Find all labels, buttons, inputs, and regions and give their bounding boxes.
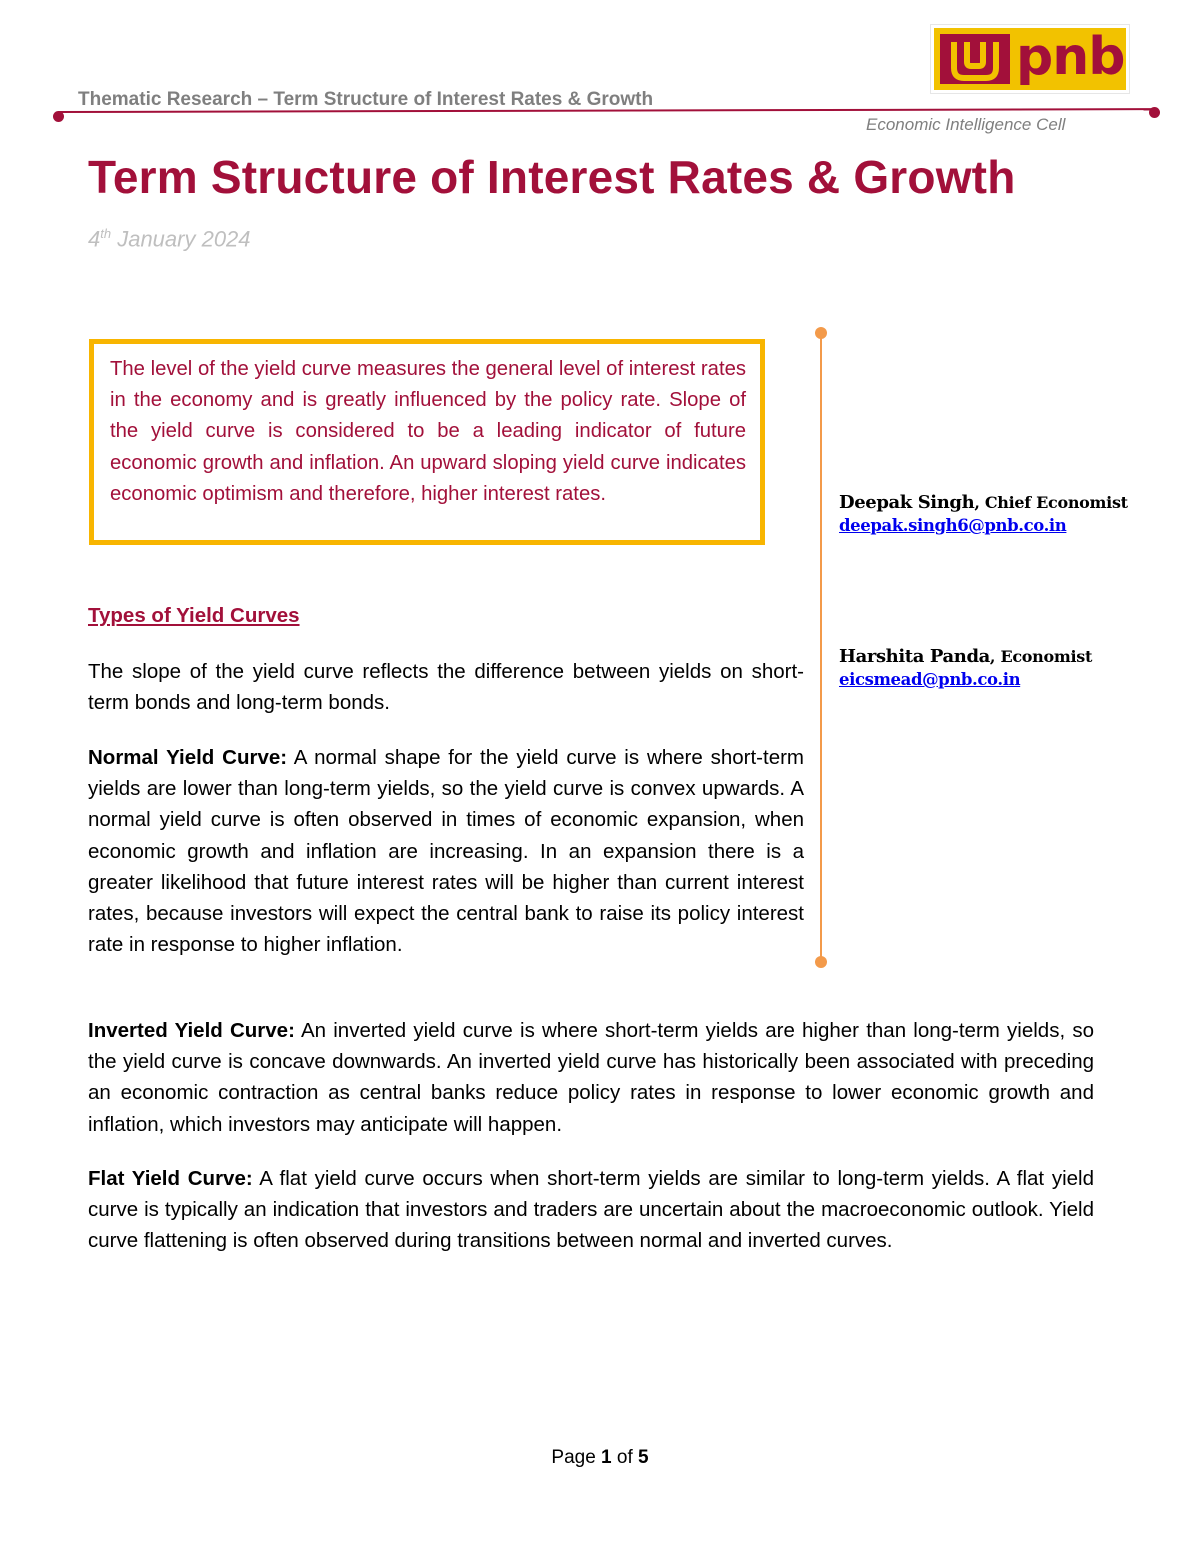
page-word: Page [551,1447,602,1468]
of-word: of [611,1447,639,1468]
author-card [839,646,1092,689]
running-header-title: Thematic Research – Term Structure of Interest Rates & Growth [78,89,654,110]
inverted-curve-label: Inverted Yield Curve: [88,1019,295,1042]
page-number [0,1447,1200,1469]
author-email-link[interactable]: deepak.singh6@pnb.co.in [839,516,1067,535]
pnb-logo [930,24,1130,94]
inverted-curve-paragraph [88,1015,1094,1140]
date-rest: January 2024 [111,226,251,252]
normal-curve-label: Normal Yield Curve: [88,746,288,769]
summary-text: The level of the yield curve measures the general level of interest rates in the economy and is greatly influenced by the policy rate. Slope of the yield curve is considered to be a leading indicator of future economic growth and inflation. An upward sloping yield curve indicates economic optimism and therefore, higher interest rates. [110,358,746,505]
pnb-emblem-icon [940,34,1010,84]
normal-curve-paragraph [88,742,804,960]
intro-paragraph: The slope of the yield curve reflects the difference between yields on short-term bonds and long-term bonds. [88,660,804,715]
header-rule-left-dot [53,111,64,122]
author-role: , Chief Economist [974,493,1128,512]
current-page: 1 [601,1447,612,1468]
publication-date [88,226,251,252]
logo-wordmark: pnb [1016,27,1125,87]
logo-background [934,28,1126,90]
section-heading: Types of Yield Curves [88,604,300,627]
author-name: Harshita Panda [839,646,990,667]
inverted-curve-text: An inverted yield curve is where short-term yields are higher than long-term yields, so the yield curve is concave downwards. An inverted yield curve has historically been associated with preceding an economic contraction as central banks reduce policy rates in response to lower economic growth and inflation, which investors may anticipate will happen. [88,1019,1094,1136]
sidebar-rule-bottom-dot [815,956,827,968]
sidebar-rule-top-dot [815,327,827,339]
flat-curve-text: A flat yield curve occurs when short-term yields are similar to long-term yields. A flat yield curve is typically an indication that investors and traders are uncertain about the macroeconomic outlook. Yield curve flattening is often observed during transitions between normal and inverted curves. [88,1167,1094,1253]
date-suffix: th [100,226,112,241]
total-pages: 5 [638,1447,649,1468]
author-card [839,492,1128,535]
author-name: Deepak Singh [839,492,975,513]
flat-curve-paragraph [88,1163,1094,1257]
header-rule-right-dot [1149,107,1160,118]
date-day: 4 [88,226,101,252]
normal-curve-text: A normal shape for the yield curve is where short-term yields are lower than long-term yields, so the yield curve is convex upwards. A normal yield curve is often observed in times of economic expansion, when economic growth and inflation are increasing. In an expansion there is a greater likelihood that future interest rates will be higher than current interest rates, because investors will expect the central bank to raise its policy interest rate in response to higher inflation. [88,746,805,957]
summary-box [89,339,765,545]
author-email-link[interactable]: eicsmead@pnb.co.in [839,670,1021,689]
unit-name: Economic Intelligence Cell [866,115,1066,134]
sidebar-rule [820,333,822,962]
flat-curve-label: Flat Yield Curve: [88,1167,253,1190]
author-role: , Economist [989,647,1093,666]
page-title: Term Structure of Interest Rates & Growth [88,151,1016,203]
